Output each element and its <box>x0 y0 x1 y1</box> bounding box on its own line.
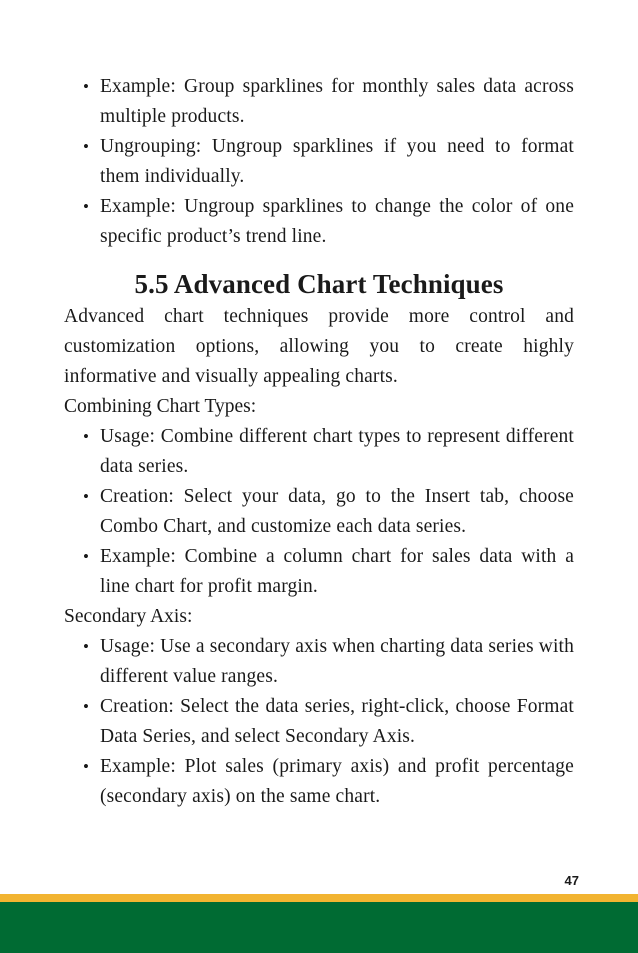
section-heading: 5.5 Advanced Chart Techniques <box>134 269 504 299</box>
list-item <box>64 692 574 752</box>
bullet-text: Usage: Combine different chart types to represent different data series. <box>100 426 574 477</box>
bullet-text: Ungrouping: Ungroup sparklines if you need to format them individually. <box>100 136 574 187</box>
list-item <box>64 542 574 602</box>
bullet-text: Example: Plot sales (primary axis) and profit percentage (secondary axis) on the same chart. <box>100 756 574 807</box>
combining-bullet-list <box>64 422 574 602</box>
list-item <box>64 482 574 542</box>
list-item <box>64 422 574 482</box>
bullet-text: Example: Combine a column chart for sales data with a line chart for profit margin. <box>100 546 574 597</box>
list-item <box>64 192 574 252</box>
list-item <box>64 132 574 192</box>
bullet-icon: • <box>83 547 90 566</box>
page-content <box>64 72 574 812</box>
footer-green-band <box>0 902 638 953</box>
bullet-text: Example: Ungroup sparklines to change the color of one specific product’s trend line. <box>100 196 574 247</box>
bullet-icon: • <box>83 197 90 216</box>
secondary-axis-label: Secondary Axis: <box>64 606 193 627</box>
bullet-icon: • <box>83 137 90 156</box>
page-number: 47 <box>564 873 579 888</box>
bullet-icon: • <box>83 637 90 656</box>
list-item <box>64 752 574 812</box>
bullet-text: Creation: Select the data series, right-click, choose Format Data Series, and select Secondary Axis. <box>100 696 574 747</box>
list-item <box>64 632 574 692</box>
bullet-text: Creation: Select your data, go to the Insert tab, choose Combo Chart, and customize each data series. <box>100 486 574 537</box>
bullet-icon: • <box>83 77 90 96</box>
bullet-icon: • <box>83 487 90 506</box>
combining-chart-types-label: Combining Chart Types: <box>64 396 257 417</box>
list-item <box>64 72 574 132</box>
footer-gold-stripe <box>0 894 638 902</box>
bullet-text: Usage: Use a secondary axis when charting data series with different value ranges. <box>100 636 574 687</box>
bullet-icon: • <box>83 757 90 776</box>
intro-paragraph: Advanced chart techniques provide more control and customization options, allowing you to create highly informative and visually appealing charts. <box>64 306 574 387</box>
bullet-text: Example: Group sparklines for monthly sales data across multiple products. <box>100 76 574 127</box>
bullet-icon: • <box>83 427 90 446</box>
top-bullet-list <box>64 72 574 252</box>
secondary-axis-bullet-list <box>64 632 574 812</box>
bullet-icon: • <box>83 697 90 716</box>
